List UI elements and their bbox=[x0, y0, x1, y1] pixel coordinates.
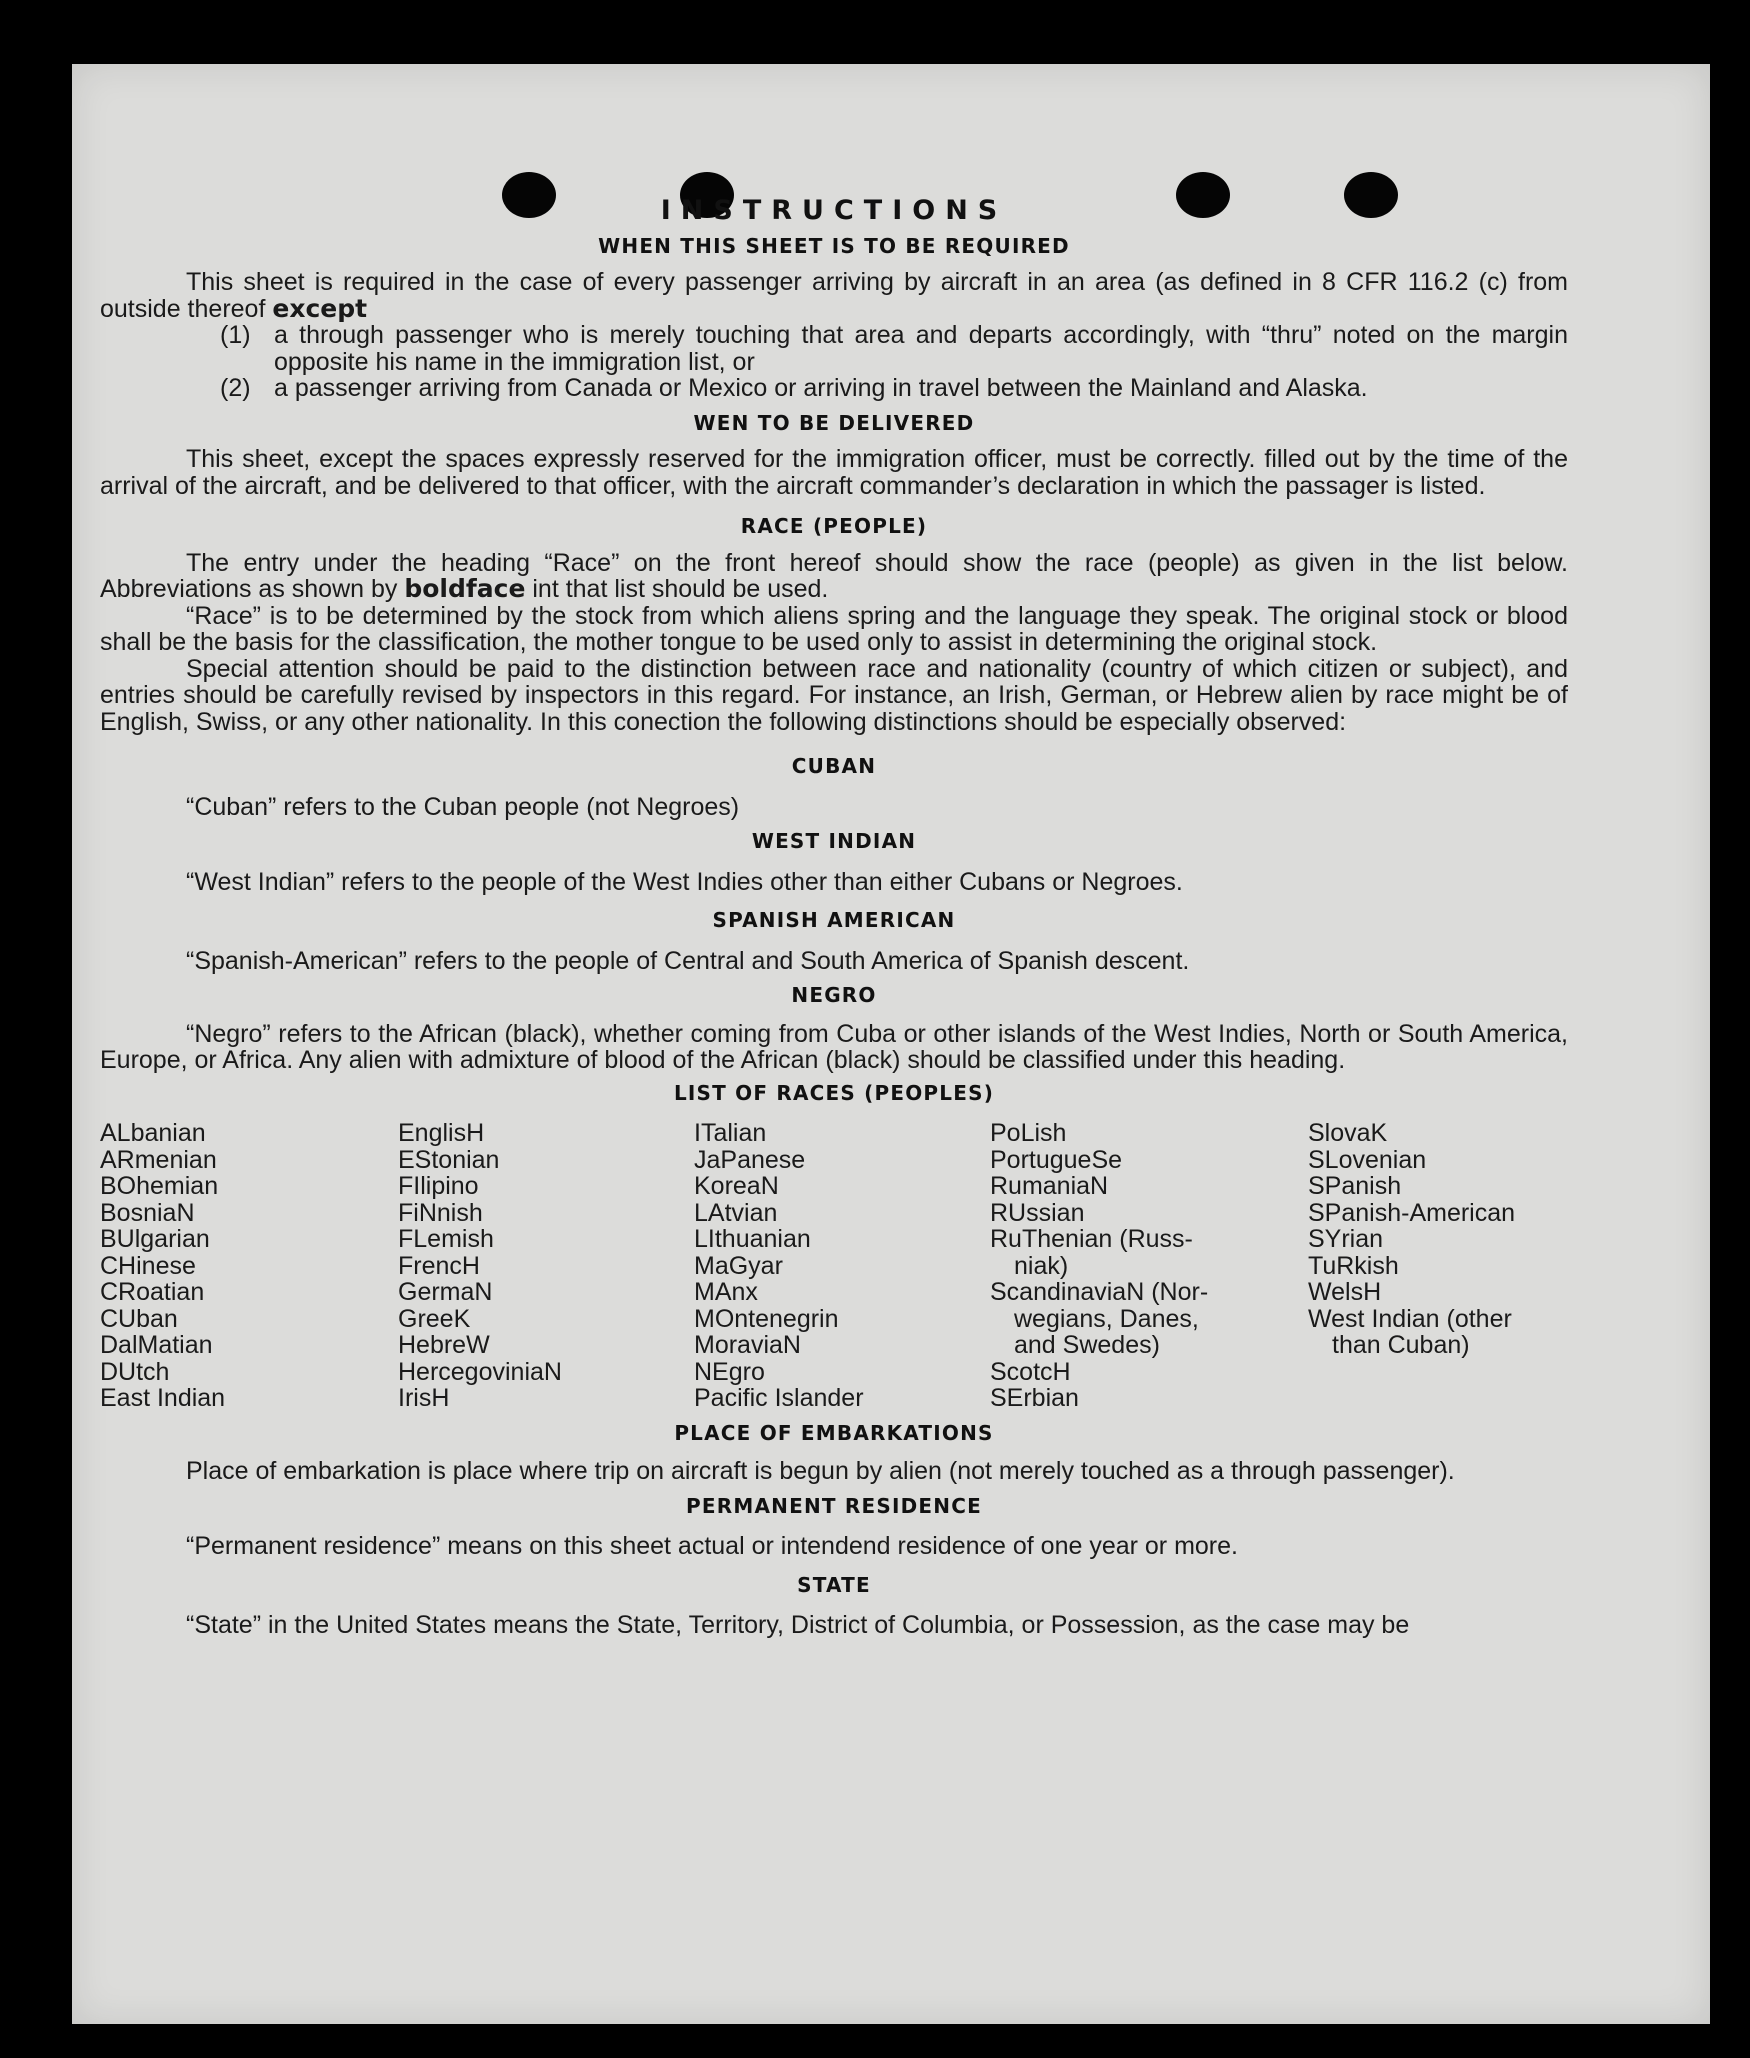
race-entry: SPanish bbox=[1308, 1172, 1402, 1200]
race-entry: MOntenegrin bbox=[694, 1304, 839, 1333]
paragraph-cuban: “Cuban” refers to the Cuban people (not Negroes) bbox=[186, 792, 740, 821]
race-entry: than Cuban) bbox=[1332, 1331, 1470, 1359]
race-entry: DalMatian bbox=[100, 1331, 213, 1359]
races-column bbox=[398, 1120, 694, 1412]
races-column bbox=[990, 1120, 1308, 1412]
page-title: INSTRUCTIONS bbox=[660, 195, 1008, 226]
race-entry: MaGyar bbox=[694, 1251, 783, 1280]
race-entry: EnglisH bbox=[398, 1119, 485, 1147]
race-entry: FiNnish bbox=[398, 1198, 483, 1227]
race-entry: ARmenian bbox=[100, 1145, 217, 1174]
race-entry: BOhemian bbox=[100, 1172, 219, 1200]
race-entry: and Swedes) bbox=[1014, 1331, 1160, 1359]
paragraph-text: This sheet is required in the case of every passenger arriving by aircraft in an area (as defined in 8 CFR 116.2 (c) from outside thereof bbox=[100, 268, 1568, 323]
race-entry: WelsH bbox=[1308, 1278, 1382, 1306]
section-heading-delivery: WEN TO BE DELIVERED bbox=[693, 410, 975, 435]
race-entry: MoraviaN bbox=[694, 1331, 801, 1359]
paragraph-text: The entry under the heading “Race” on the front hereof should show the race (people) as given in the list below. Abbreviations as shown by bbox=[100, 548, 1568, 603]
race-entry: SLovenian bbox=[1308, 1145, 1427, 1174]
instructions-body bbox=[100, 195, 1568, 1639]
paragraph-delivery: This sheet, except the spaces expressly reserved for the immigration officer, must be correctly. filled out by the time of the arrival of the aircraft, and be delivered to that officer, with the aircraft commander’s declaration in which the passager is listed. bbox=[100, 445, 1568, 500]
race-entry: niak) bbox=[1014, 1251, 1069, 1280]
section-heading-negro: NEGRO bbox=[791, 983, 877, 1007]
race-entry: CUban bbox=[100, 1304, 178, 1333]
paragraph-race-definition: “Race” is to be determined by the stock from which aliens spring and the language they speak. The original stock or blood shall be the basis for the classification, the mother tongue to be used only to assist in determining the original stock. bbox=[100, 601, 1568, 656]
paragraph-text: int that list should be used. bbox=[532, 575, 829, 603]
item-text: a through passenger who is merely touching that area and departs accordingly, with “thru” noted on the margin opposite his name in the immigration list, or bbox=[274, 321, 1568, 376]
race-entry: SlovaK bbox=[1308, 1119, 1388, 1147]
paragraph-negro: “Negro” refers to the African (black), whether coming from Cuba or other islands of the West Indies, North or South America, Europe, or Africa. Any alien with admixture of blood of the African (black) should be classified under this heading. bbox=[100, 1019, 1568, 1074]
item-number: (2) bbox=[220, 374, 251, 402]
paragraph-state: “State” in the United States means the State, Territory, District of Columbia, or Possession, as the case may be bbox=[186, 1611, 1410, 1639]
race-entry: FLemish bbox=[398, 1225, 494, 1253]
race-entry: IrisH bbox=[398, 1384, 450, 1412]
race-entry: FrencH bbox=[398, 1251, 480, 1280]
paragraph-residence: “Permanent residence” means on this sheet actual or intendend residence of one year or more. bbox=[186, 1532, 1238, 1560]
races-column bbox=[1308, 1120, 1568, 1412]
race-entry: KoreaN bbox=[694, 1172, 779, 1200]
race-entry: ScandinaviaN (Nor- bbox=[990, 1278, 1209, 1306]
section-heading-embarkation: PLACE OF EMBARKATIONS bbox=[674, 1420, 994, 1445]
race-entry: LIthuanian bbox=[694, 1225, 811, 1253]
section-heading-state: STATE bbox=[797, 1572, 871, 1597]
race-entry: West Indian (other bbox=[1308, 1304, 1512, 1333]
race-entry: FIlipino bbox=[398, 1172, 479, 1200]
races-column bbox=[100, 1120, 398, 1412]
race-entry: SErbian bbox=[990, 1384, 1079, 1412]
race-entry: GreeK bbox=[398, 1304, 471, 1333]
bold-term: except bbox=[272, 293, 368, 323]
race-entry: EStonian bbox=[398, 1145, 500, 1174]
races-list bbox=[100, 1120, 1568, 1412]
section-heading-residence: PERMANENT RESIDENCE bbox=[686, 1493, 982, 1518]
race-entry: MAnx bbox=[694, 1278, 758, 1306]
paragraph-race-nationality: Special attention should be paid to the distinction between race and nationality (country of which citizen or subject), and entries should be carefully revised by inspectors in this regard. For instance, an Irish, German, or Hebrew alien by race might be of English, Swiss, or any other nationality. In this conection the following distinctions should be especially observed: bbox=[100, 654, 1568, 736]
section-heading-race: RACE (PEOPLE) bbox=[740, 514, 928, 538]
race-entry: JaPanese bbox=[694, 1145, 806, 1174]
race-entry: DUtch bbox=[100, 1357, 170, 1386]
race-entry: GermaN bbox=[398, 1278, 493, 1306]
race-entry: TuRkish bbox=[1308, 1251, 1399, 1280]
race-entry: RUssian bbox=[990, 1198, 1085, 1227]
race-entry: wegians, Danes, bbox=[1014, 1304, 1199, 1333]
item-number: (1) bbox=[220, 321, 251, 349]
race-entry: CHinese bbox=[100, 1251, 196, 1280]
race-entry: PoLish bbox=[990, 1119, 1067, 1147]
race-entry: SPanish-American bbox=[1308, 1198, 1516, 1227]
race-entry: RuThenian (Russ- bbox=[990, 1225, 1193, 1253]
section-heading-when-required: WHEN THIS SHEET IS TO BE REQUIRED bbox=[598, 233, 1070, 258]
race-entry: CRoatian bbox=[100, 1278, 205, 1306]
paragraph-required bbox=[100, 269, 1568, 322]
race-entry: PortugueSe bbox=[990, 1145, 1123, 1174]
race-entry: LAtvian bbox=[694, 1198, 778, 1227]
section-heading-spanish-american: SPANISH AMERICAN bbox=[712, 908, 956, 932]
race-entry: BosniaN bbox=[100, 1198, 195, 1227]
paragraph-west-indian: “West Indian” refers to the people of the West Indies other than either Cubans or Negroes. bbox=[186, 867, 1183, 896]
race-entry: ScotcH bbox=[990, 1357, 1071, 1386]
bold-term: boldface bbox=[404, 574, 526, 603]
race-entry: ITalian bbox=[694, 1119, 767, 1147]
race-entry: ALbanian bbox=[100, 1119, 206, 1147]
paragraph-embarkation: Place of embarkation is place where trip on aircraft is begun by alien (not merely touched as a through passenger). bbox=[186, 1457, 1455, 1485]
paragraph-spanish-american: “Spanish-American” refers to the people of Central and South America of Spanish descent. bbox=[186, 946, 1190, 975]
race-entry: RumaniaN bbox=[990, 1172, 1109, 1200]
races-column bbox=[694, 1120, 990, 1412]
section-heading-cuban: CUBAN bbox=[791, 754, 877, 778]
race-entry: BUlgarian bbox=[100, 1225, 210, 1253]
race-entry: East Indian bbox=[100, 1384, 226, 1412]
race-entry: HercegoviniaN bbox=[398, 1357, 562, 1386]
exception-item bbox=[100, 322, 1568, 375]
race-entry: NEgro bbox=[694, 1357, 765, 1386]
race-entry: HebreW bbox=[398, 1331, 490, 1359]
race-entry: Pacific Islander bbox=[694, 1384, 864, 1412]
section-heading-west-indian: WEST INDIAN bbox=[751, 829, 917, 853]
item-text: a passenger arriving from Canada or Mexico or arriving in travel between the Mainland and Alaska. bbox=[274, 374, 1368, 402]
section-heading-races-list: LIST OF RACES (PEOPLES) bbox=[673, 1080, 995, 1105]
paragraph-race-entry bbox=[100, 550, 1568, 603]
exception-item bbox=[100, 375, 1568, 402]
race-entry: SYrian bbox=[1308, 1225, 1384, 1253]
